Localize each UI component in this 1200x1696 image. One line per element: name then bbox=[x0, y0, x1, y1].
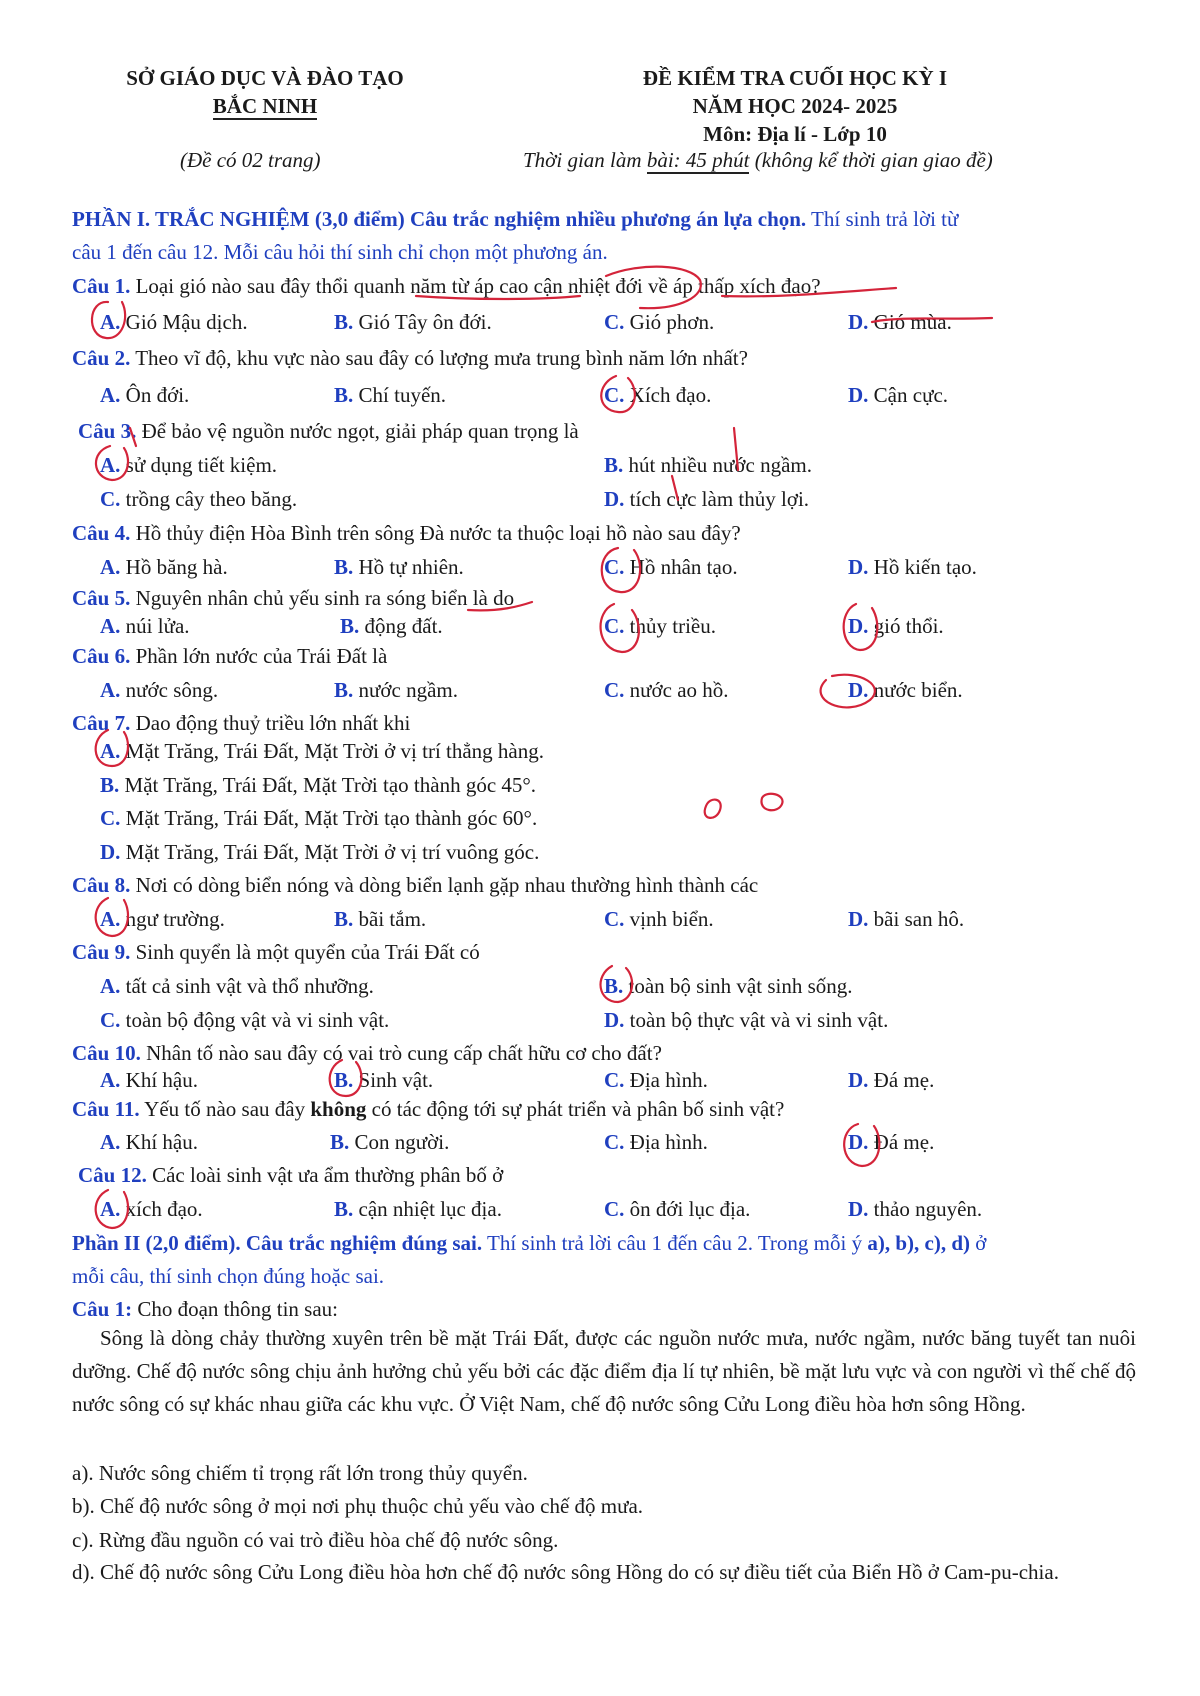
q7-option-d[interactable] bbox=[100, 839, 539, 865]
question-2 bbox=[72, 345, 748, 371]
question-label: Câu 6. bbox=[72, 644, 131, 668]
question-label: Câu 9. bbox=[72, 940, 131, 964]
q7-option-c[interactable] bbox=[100, 805, 537, 831]
option-text: nước biển. bbox=[868, 678, 963, 702]
q2-option-d[interactable] bbox=[848, 382, 948, 408]
option-text: thủy triều. bbox=[624, 614, 716, 638]
option-text: Hồ kiến tạo. bbox=[868, 555, 977, 579]
q7-option-b[interactable] bbox=[100, 772, 536, 798]
part1-heading-line2: câu 1 đến câu 12. Mỗi câu hỏi thí sinh chỉ chọn một phương án. bbox=[72, 240, 608, 264]
question-text: Nguyên nhân chủ yếu sinh ra sóng biển là do bbox=[130, 586, 515, 610]
q10-option-a[interactable] bbox=[100, 1067, 198, 1093]
option-text: bãi san hô. bbox=[868, 907, 965, 931]
option-key: D. bbox=[848, 383, 869, 407]
option-text: Hồ nhân tạo. bbox=[624, 555, 738, 579]
option-text: Khí hậu. bbox=[120, 1130, 198, 1154]
q8-option-a[interactable] bbox=[100, 906, 225, 932]
q12-option-c[interactable] bbox=[604, 1196, 750, 1222]
option-text: trồng cây theo băng. bbox=[120, 487, 298, 511]
question-label: Câu 10. bbox=[72, 1041, 141, 1065]
option-key: C. bbox=[604, 614, 625, 638]
option-text: hút nhiều nước ngầm. bbox=[623, 453, 812, 477]
option-key: B. bbox=[334, 555, 354, 579]
pen-doodle-2 bbox=[761, 794, 782, 811]
option-key: D. bbox=[100, 840, 121, 864]
option-text: Đá mẹ. bbox=[868, 1068, 935, 1092]
option-text: Gió mùa. bbox=[868, 310, 952, 334]
q10-option-d[interactable] bbox=[848, 1067, 934, 1093]
option-key: A. bbox=[100, 1197, 121, 1221]
q12-option-d[interactable] bbox=[848, 1196, 982, 1222]
part2-heading-bold: Phần II (2,0 điểm). Câu trắc nghiệm đúng sai. bbox=[72, 1231, 483, 1255]
question-9 bbox=[72, 939, 480, 965]
option-text: Đá mẹ. bbox=[868, 1130, 935, 1154]
q10-option-b[interactable] bbox=[334, 1067, 433, 1093]
option-key: B. bbox=[334, 907, 354, 931]
q12-option-a[interactable] bbox=[100, 1196, 203, 1222]
question-text: Nơi có dòng biển nóng và dòng biển lạnh gặp nhau thường hình thành các bbox=[130, 873, 759, 897]
option-text: vịnh biển. bbox=[624, 907, 714, 931]
school-year: NĂM HỌC 2024- 2025 bbox=[692, 94, 898, 118]
q11-option-d[interactable] bbox=[848, 1129, 934, 1155]
option-text: Xích đạo. bbox=[624, 383, 712, 407]
time-note bbox=[523, 148, 993, 173]
q1-option-a[interactable] bbox=[100, 309, 248, 335]
question-label: Câu 11. bbox=[72, 1097, 140, 1121]
q3-option-a[interactable] bbox=[100, 452, 277, 478]
q9-option-d[interactable] bbox=[604, 1007, 888, 1033]
question-7 bbox=[72, 710, 410, 736]
option-text: nước sông. bbox=[120, 678, 219, 702]
option-text: toàn bộ động vật và vi sinh vật. bbox=[120, 1008, 390, 1032]
option-text: Mặt Trăng, Trái Đất, Mặt Trời tạo thành góc 60°. bbox=[120, 806, 538, 830]
question-11 bbox=[72, 1096, 784, 1122]
option-text: Hồ tự nhiên. bbox=[353, 555, 464, 579]
question-label: Câu 4. bbox=[72, 521, 131, 545]
question-text: Các loài sinh vật ưa ẩm thường phân bố ở bbox=[146, 1163, 504, 1187]
q4-option-c[interactable] bbox=[604, 554, 738, 580]
option-key: B. bbox=[604, 453, 624, 477]
pages-note: (Đề có 02 trang) bbox=[180, 148, 321, 172]
question-text: Yếu tố nào sau đây bbox=[139, 1097, 311, 1121]
option-key: B. bbox=[604, 974, 624, 998]
option-key: A. bbox=[100, 1130, 121, 1154]
option-key: B. bbox=[334, 1197, 354, 1221]
q5-option-d[interactable] bbox=[848, 613, 944, 639]
q1-option-c[interactable] bbox=[604, 309, 714, 335]
option-key: D. bbox=[848, 555, 869, 579]
option-text: nước ao hồ. bbox=[624, 678, 729, 702]
time-post: (không kể thời gian giao đề) bbox=[749, 148, 993, 172]
option-key: D. bbox=[848, 614, 869, 638]
question-1 bbox=[72, 273, 821, 299]
option-key: A. bbox=[100, 739, 121, 763]
question-text: Nhân tố nào sau đây có vai trò cung cấp chất hữu cơ cho đất? bbox=[140, 1041, 662, 1065]
option-key: C. bbox=[100, 1008, 121, 1032]
q3-option-c[interactable] bbox=[100, 486, 297, 512]
option-text: bãi tắm. bbox=[353, 907, 427, 931]
option-key: C. bbox=[100, 806, 121, 830]
part2-question-1 bbox=[72, 1296, 338, 1322]
option-text: Khí hậu. bbox=[120, 1068, 198, 1092]
option-text: Hồ băng hà. bbox=[120, 555, 228, 579]
option-key: A. bbox=[100, 678, 121, 702]
question-text: Hồ thủy điện Hòa Bình trên sông Đà nước ta thuộc loại hồ nào sau đây? bbox=[130, 521, 741, 545]
option-text: tích cực làm thủy lợi. bbox=[624, 487, 810, 511]
q2-option-c[interactable] bbox=[604, 382, 711, 408]
time-duration: bài: 45 phút bbox=[646, 148, 750, 172]
question-label: Câu 8. bbox=[72, 873, 131, 897]
q4-option-d[interactable] bbox=[848, 554, 977, 580]
option-text: tất cả sinh vật và thổ nhưỡng. bbox=[120, 974, 374, 998]
question-label: Câu 1. bbox=[72, 274, 131, 298]
option-key: D. bbox=[604, 487, 625, 511]
time-pre: Thời gian làm bbox=[523, 148, 647, 172]
option-text: Chí tuyến. bbox=[353, 383, 447, 407]
option-text: động đất. bbox=[359, 614, 443, 638]
question-5 bbox=[72, 585, 514, 611]
option-text: cận nhiệt lục địa. bbox=[353, 1197, 502, 1221]
option-key: D. bbox=[848, 1197, 869, 1221]
question-text: Loại gió nào sau đây thổi quanh năm từ áp cao cận nhiệt đới về áp thấp xích đạo? bbox=[130, 274, 821, 298]
option-key: C. bbox=[604, 555, 625, 579]
option-text: toàn bộ thực vật và vi sinh vật. bbox=[624, 1008, 889, 1032]
option-text: Địa hình. bbox=[624, 1130, 708, 1154]
q11-option-b[interactable] bbox=[330, 1129, 449, 1155]
q1-option-d[interactable] bbox=[848, 309, 952, 335]
part2-heading bbox=[72, 1230, 986, 1256]
option-key: B. bbox=[330, 1130, 350, 1154]
option-key: A. bbox=[100, 383, 121, 407]
q5-option-b[interactable] bbox=[340, 613, 443, 639]
q6-option-d[interactable] bbox=[848, 677, 963, 703]
statement-c[interactable]: c). Rừng đầu nguồn có vai trò điều hòa chế độ nước sông. bbox=[72, 1528, 559, 1552]
option-key: C. bbox=[604, 310, 625, 334]
option-key: D. bbox=[604, 1008, 625, 1032]
option-key: A. bbox=[100, 614, 121, 638]
option-key: A. bbox=[100, 453, 121, 477]
q1-option-b[interactable] bbox=[334, 309, 492, 335]
question-label: Câu 2. bbox=[72, 346, 131, 370]
question-text: Phần lớn nước của Trái Đất là bbox=[130, 644, 388, 668]
option-key: C. bbox=[604, 1197, 625, 1221]
option-key: D. bbox=[848, 907, 869, 931]
q8-option-b[interactable] bbox=[334, 906, 426, 932]
option-key: B. bbox=[334, 678, 354, 702]
option-key: B. bbox=[340, 614, 360, 638]
q6-option-b[interactable] bbox=[334, 677, 458, 703]
option-text: thảo nguyên. bbox=[868, 1197, 983, 1221]
option-key: B. bbox=[334, 383, 354, 407]
option-key: C. bbox=[604, 907, 625, 931]
option-key: C. bbox=[604, 383, 625, 407]
question-4 bbox=[72, 520, 741, 546]
pen-doodle-1 bbox=[705, 800, 721, 818]
q6-option-a[interactable] bbox=[100, 677, 218, 703]
option-text: Gió Mậu dịch. bbox=[120, 310, 248, 334]
option-text: toàn bộ sinh vật sinh sống. bbox=[623, 974, 853, 998]
option-text: Mặt Trăng, Trái Đất, Mặt Trời ở vị trí vuông góc. bbox=[120, 840, 540, 864]
statement-a[interactable]: a). Nước sông chiếm tỉ trọng rất lớn trong thủy quyển. bbox=[72, 1461, 528, 1485]
province-name bbox=[100, 94, 430, 119]
part2-heading-rest: Thí sinh trả lời câu 1 đến câu 2. Trong mỗi ý bbox=[482, 1231, 868, 1255]
question-label: Câu 7. bbox=[72, 711, 131, 735]
question-text: Theo vĩ độ, khu vực nào sau đây có lượng mưa trung bình năm lớn nhất? bbox=[130, 346, 748, 370]
option-text: nước ngầm. bbox=[353, 678, 458, 702]
q11-option-c[interactable] bbox=[604, 1129, 708, 1155]
option-text: Sinh vật. bbox=[353, 1068, 434, 1092]
question-10 bbox=[72, 1040, 662, 1066]
question-12 bbox=[78, 1162, 503, 1188]
option-key: A. bbox=[100, 907, 121, 931]
option-text: ôn đới lục địa. bbox=[624, 1197, 751, 1221]
q4-option-a[interactable] bbox=[100, 554, 228, 580]
option-text: ngư trường. bbox=[120, 907, 225, 931]
question-emphasis: không bbox=[310, 1097, 367, 1121]
option-text: gió thổi. bbox=[868, 614, 944, 638]
option-text: núi lửa. bbox=[120, 614, 190, 638]
question-8 bbox=[72, 872, 758, 898]
option-key: D. bbox=[848, 310, 869, 334]
option-key: B. bbox=[334, 310, 354, 334]
option-key: D. bbox=[848, 678, 869, 702]
q2-option-a[interactable] bbox=[100, 382, 189, 408]
exam-title: ĐỀ KIỂM TRA CUỐI HỌC KỲ I bbox=[642, 66, 948, 90]
question-label: Câu 1: bbox=[72, 1297, 133, 1321]
question-text: Cho đoạn thông tin sau: bbox=[132, 1297, 339, 1321]
option-text: Địa hình. bbox=[624, 1068, 708, 1092]
question-text-tail: có tác động tới sự phát triển và phân bố sinh vật? bbox=[366, 1097, 785, 1121]
statement-b[interactable]: b). Chế độ nước sông ở mọi nơi phụ thuộc chủ yếu vào chế độ mưa. bbox=[72, 1494, 644, 1518]
option-text: Gió phơn. bbox=[624, 310, 715, 334]
option-text: Mặt Trăng, Trái Đất, Mặt Trời tạo thành góc 45°. bbox=[119, 773, 537, 797]
option-text: Ôn đới. bbox=[120, 383, 190, 407]
part1-heading-rest: Thí sinh trả lời từ bbox=[806, 207, 959, 231]
option-text: Cận cực. bbox=[868, 383, 949, 407]
question-label: Câu 12. bbox=[78, 1163, 147, 1187]
q5-option-c[interactable] bbox=[604, 613, 716, 639]
q9-option-b[interactable] bbox=[604, 973, 853, 999]
question-label: Câu 3. bbox=[78, 419, 137, 443]
q12-option-b[interactable] bbox=[334, 1196, 502, 1222]
option-key: A. bbox=[100, 555, 121, 579]
province-text: BẮC NINH bbox=[212, 94, 318, 118]
option-text: xích đạo. bbox=[120, 1197, 203, 1221]
option-key: D. bbox=[848, 1068, 869, 1092]
option-key: A. bbox=[100, 974, 121, 998]
option-text: Gió Tây ôn đới. bbox=[353, 310, 492, 334]
q5-option-a[interactable] bbox=[100, 613, 190, 639]
statement-d[interactable]: d). Chế độ nước sông Cửu Long điều hòa hơn chế độ nước sông Hồng do có sự điều tiết của Biển Hồ ở Cam-pu-chia. bbox=[72, 1560, 1059, 1584]
q6-option-c[interactable] bbox=[604, 677, 729, 703]
option-key: B. bbox=[334, 1068, 354, 1092]
q2-option-b[interactable] bbox=[334, 382, 446, 408]
question-label: Câu 5. bbox=[72, 586, 131, 610]
option-text: sử dụng tiết kiệm. bbox=[120, 453, 278, 477]
q8-option-d[interactable] bbox=[848, 906, 964, 932]
part2-heading-tail: ở bbox=[970, 1231, 987, 1255]
question-text: Để bảo vệ nguồn nước ngọt, giải pháp quan trọng là bbox=[136, 419, 579, 443]
q7-option-a[interactable] bbox=[100, 738, 544, 764]
q8-option-c[interactable] bbox=[604, 906, 714, 932]
department-name: SỞ GIÁO DỤC VÀ ĐÀO TẠO bbox=[126, 66, 404, 90]
q10-option-c[interactable] bbox=[604, 1067, 708, 1093]
passage: Sông là dòng chảy thường xuyên trên bề mặt Trái Đất, được các nguồn nước mưa, nước ngầm, nước băng tuyết tan nuôi dưỡng. Chế độ nước sông chịu ảnh hưởng chủ yếu bởi các đặc điểm địa lí tự nhiên, bề mặt lưu vực và con người vì thế chế độ nước sông có sự khác nhau giữa các khu vực. Ở Việt Nam, chế độ nước sông Cửu Long điều hòa hơn sông Hồng. bbox=[72, 1326, 1136, 1416]
option-key: C. bbox=[604, 1130, 625, 1154]
option-key: D. bbox=[848, 1130, 869, 1154]
q3-option-b[interactable] bbox=[604, 452, 812, 478]
part2-heading-line2: mỗi câu, thí sinh chọn đúng hoặc sai. bbox=[72, 1264, 385, 1288]
question-text: Sinh quyển là một quyển của Trái Đất có bbox=[130, 940, 480, 964]
option-key: B. bbox=[100, 773, 120, 797]
q9-option-c[interactable] bbox=[100, 1007, 389, 1033]
part2-heading-items: a), b), c), d) bbox=[867, 1231, 970, 1255]
q3-option-d[interactable] bbox=[604, 486, 809, 512]
option-key: C. bbox=[604, 678, 625, 702]
option-key: C. bbox=[100, 487, 121, 511]
part1-heading bbox=[72, 206, 958, 232]
part1-heading-bold: PHẦN I. TRẮC NGHIỆM (3,0 điểm) Câu trắc nghiệm nhiều phương án lựa chọn. bbox=[72, 207, 807, 231]
option-text: Con người. bbox=[349, 1130, 450, 1154]
q4-option-b[interactable] bbox=[334, 554, 464, 580]
option-text: Mặt Trăng, Trái Đất, Mặt Trời ở vị trí thẳng hàng. bbox=[120, 739, 545, 763]
question-text: Dao động thuỷ triều lớn nhất khi bbox=[130, 711, 411, 735]
subject: Môn: Địa lí - Lớp 10 bbox=[703, 122, 887, 146]
q9-option-a[interactable] bbox=[100, 973, 374, 999]
question-6 bbox=[72, 643, 387, 669]
q11-option-a[interactable] bbox=[100, 1129, 198, 1155]
question-3 bbox=[78, 418, 579, 444]
option-key: C. bbox=[604, 1068, 625, 1092]
option-key: A. bbox=[100, 1068, 121, 1092]
option-key: A. bbox=[100, 310, 121, 334]
